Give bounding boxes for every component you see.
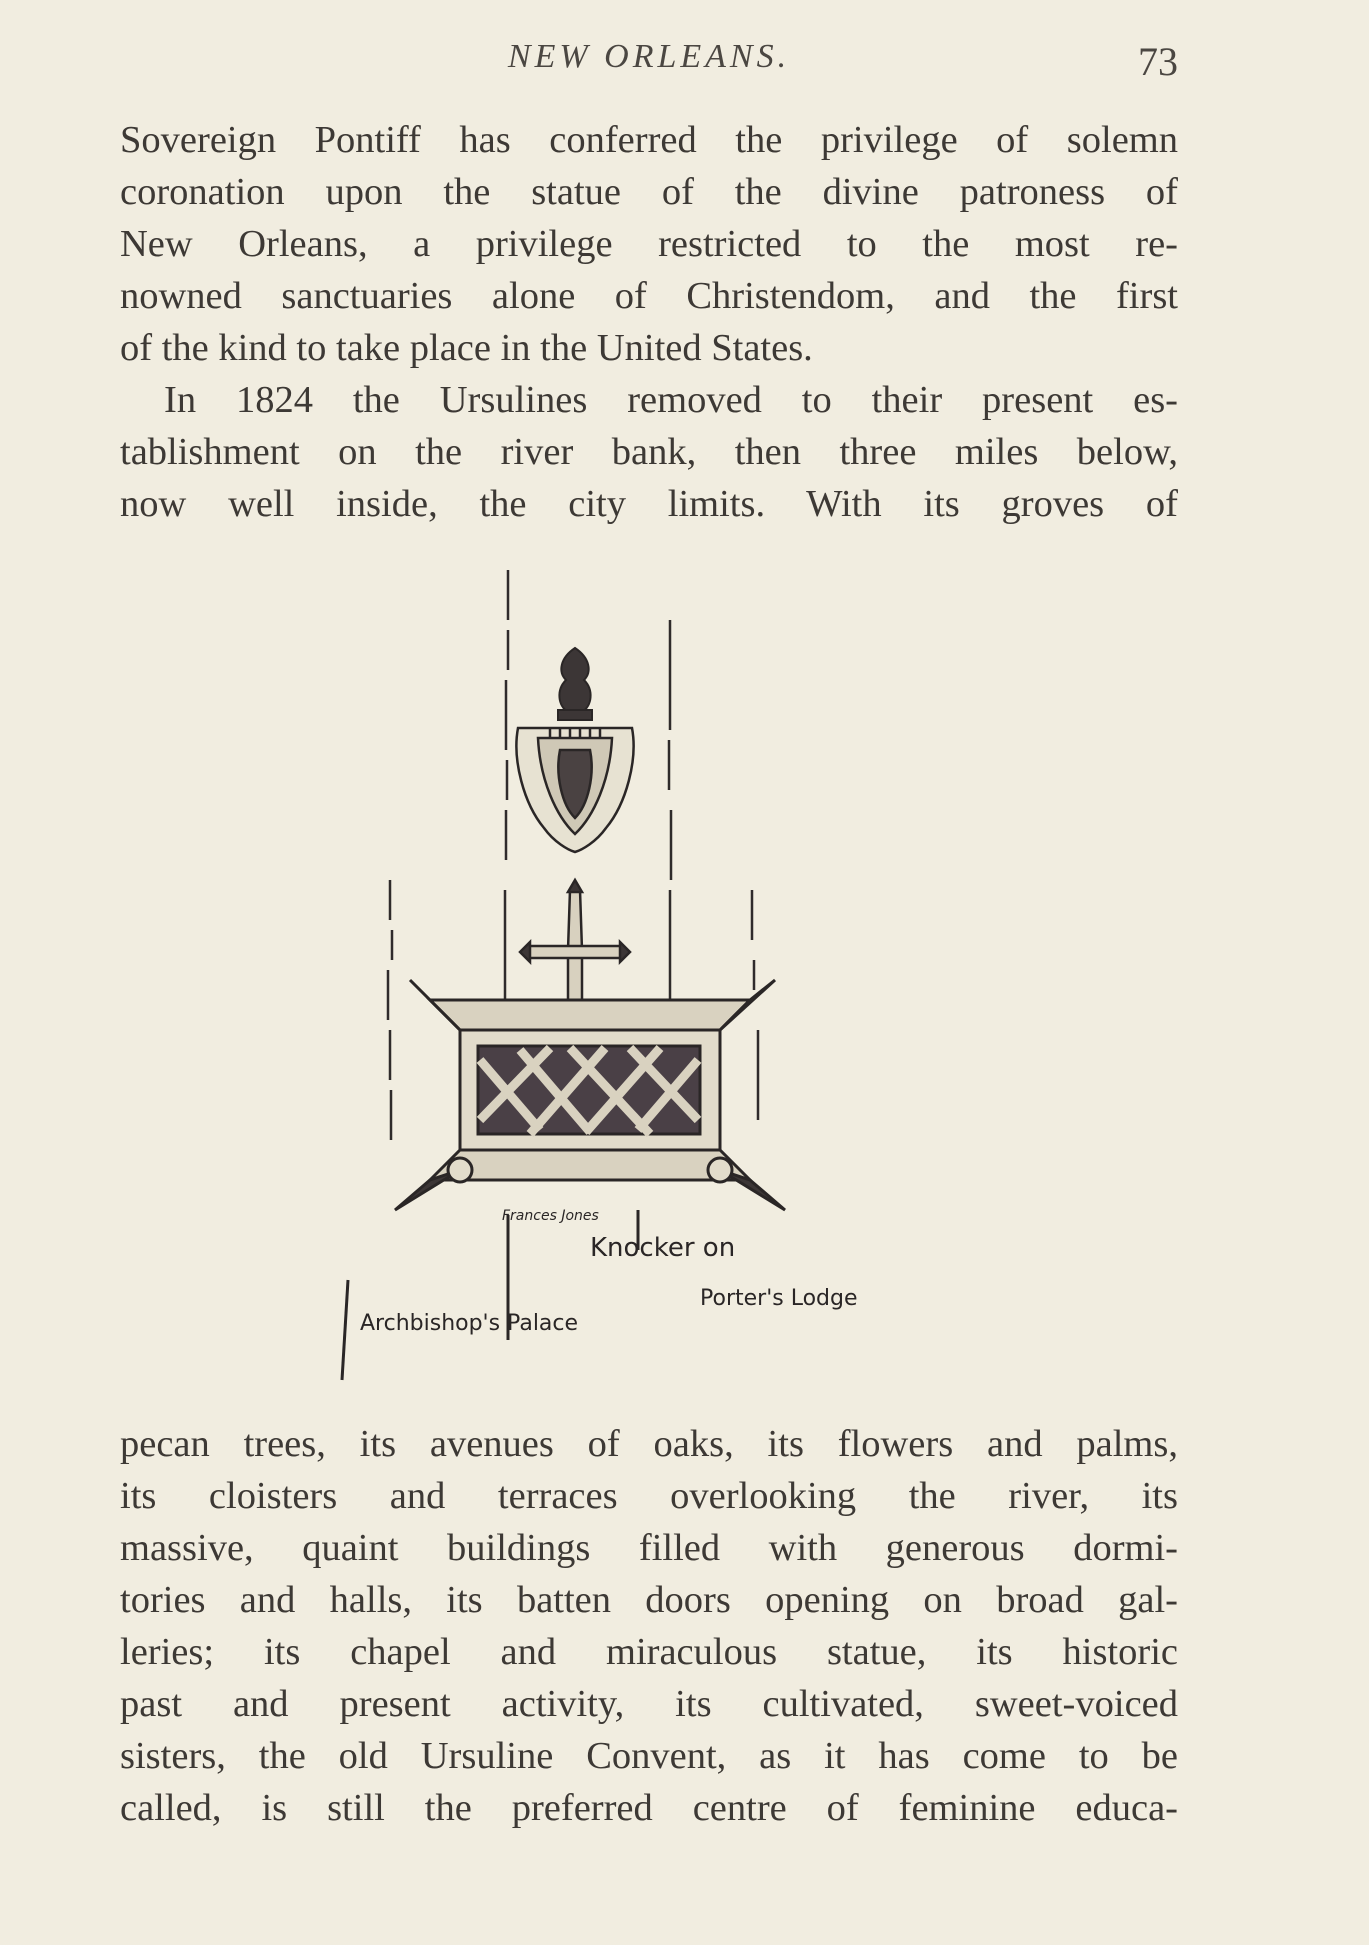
text-line: coronation upon the statue of the divine patroness of (120, 171, 1178, 213)
text-line: leries; its chapel and miraculous statue, its historic (120, 1631, 1178, 1673)
knocker-finial (558, 648, 592, 720)
text-line: massive, quaint buildings filled with generous dormi- (120, 1527, 1178, 1569)
text-line: New Orleans, a privilege restricted to the most re- (120, 223, 1178, 265)
caption-right: Porter's Lodge (700, 1286, 858, 1311)
artist-signature: Frances Jones (502, 1208, 599, 1224)
text-line: tablishment on the river bank, then three miles below, (120, 431, 1178, 473)
body-text-top (120, 114, 1178, 530)
text-line: past and present activity, its cultivated, sweet-voiced (120, 1683, 1178, 1725)
text-line: pecan trees, its avenues of oaks, its flowers and palms, (120, 1423, 1178, 1465)
text-line: of the kind to take place in the United States. (120, 327, 813, 369)
text-line: In 1824 the Ursulines removed to their present es- (164, 379, 1178, 421)
text-line: called, is still the preferred centre of feminine educa- (120, 1787, 1178, 1829)
caption (342, 1208, 858, 1380)
body-text-bottom (120, 1418, 1178, 1834)
running-head (120, 38, 1178, 88)
page-number: 73 (1138, 39, 1178, 84)
text-line: its cloisters and terraces overlooking the river, its (120, 1475, 1178, 1517)
door-knocker-illustration (360, 560, 970, 1380)
text-line: nowned sanctuaries alone of Christendom, and the first (120, 275, 1178, 317)
knocker-urn (516, 728, 633, 852)
text-line: tories and halls, its batten doors opening on broad gal- (120, 1579, 1178, 1621)
caption-line1: Knocker on (590, 1233, 736, 1263)
running-title: NEW ORLEANS. (507, 38, 791, 75)
knocker-base (395, 980, 785, 1210)
text-line: sisters, the old Ursuline Convent, as it has come to be (120, 1735, 1178, 1777)
caption-left: Archbishop's Palace (360, 1311, 579, 1336)
text-line: Sovereign Pontiff has conferred the privilege of solemn (120, 119, 1178, 161)
text-line: now well inside, the city limits. With its groves of (120, 483, 1178, 525)
